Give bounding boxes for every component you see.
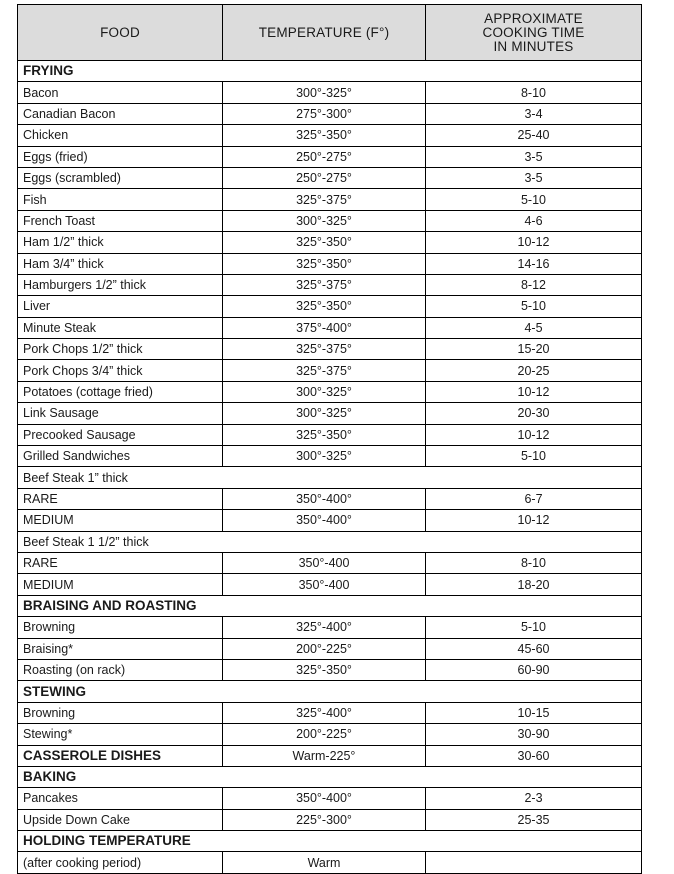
food-cell: (after cooking period) (18, 852, 223, 873)
table-row (18, 82, 642, 103)
food-cell: Precooked Sausage (18, 424, 223, 445)
food-cell: Link Sausage (18, 403, 223, 424)
cooking-time-cell: 5-10 (426, 296, 642, 317)
food-cell: CASSEROLE DISHES (18, 745, 223, 766)
food-cell: Liver (18, 296, 223, 317)
temperature-cell: 350°-400° (223, 510, 426, 531)
temperature-cell: Warm-225° (223, 745, 426, 766)
temperature-cell: 200°-225° (223, 724, 426, 745)
cooking-time-cell: 5-10 (426, 617, 642, 638)
table-row (18, 424, 642, 445)
food-cell: Browning (18, 617, 223, 638)
header-cooking-time (426, 5, 642, 61)
temperature-cell: 250°-275° (223, 167, 426, 188)
header-time-line: COOKING TIME (482, 24, 585, 40)
table-row (18, 232, 642, 253)
cooking-time-cell: 30-60 (426, 745, 642, 766)
food-cell: Upside Down Cake (18, 809, 223, 830)
temperature-cell: 300°-325° (223, 446, 426, 467)
temperature-cell: 350°-400° (223, 788, 426, 809)
temperature-cell: 200°-225° (223, 638, 426, 659)
cooking-time-cell: 10-12 (426, 510, 642, 531)
subheading-row (18, 467, 642, 488)
temperature-cell: 325°-375° (223, 189, 426, 210)
section-row (18, 766, 642, 787)
cooking-time-cell: 10-15 (426, 702, 642, 723)
temperature-cell: 325°-350° (223, 253, 426, 274)
temperature-cell: 275°-300° (223, 103, 426, 124)
table-row (18, 167, 642, 188)
table-row (18, 488, 642, 509)
table-row (18, 638, 642, 659)
temperature-cell: Warm (223, 852, 426, 873)
cooking-time-cell: 10-12 (426, 424, 642, 445)
temperature-cell: 325°-350° (223, 125, 426, 146)
temperature-cell: 300°-325° (223, 82, 426, 103)
section-heading: STEWING (18, 681, 642, 702)
section-row (18, 831, 642, 852)
temperature-cell: 325°-350° (223, 424, 426, 445)
cooking-time-cell: 30-90 (426, 724, 642, 745)
cooking-chart (17, 4, 641, 874)
cooking-time-cell: 15-20 (426, 339, 642, 360)
food-cell: Pork Chops 1/2” thick (18, 339, 223, 360)
food-cell: Chicken (18, 125, 223, 146)
temperature-cell: 250°-275° (223, 146, 426, 167)
food-cell: Braising* (18, 638, 223, 659)
food-cell: Eggs (scrambled) (18, 167, 223, 188)
table-row (18, 125, 642, 146)
cooking-time-cell: 45-60 (426, 638, 642, 659)
header-time-line: IN MINUTES (493, 38, 574, 54)
table-row (18, 103, 642, 124)
table-row (18, 403, 642, 424)
table-row (18, 317, 642, 338)
cooking-time-cell: 4-5 (426, 317, 642, 338)
cooking-time-cell: 5-10 (426, 446, 642, 467)
temperature-cell: 325°-400° (223, 702, 426, 723)
temperature-cell: 325°-350° (223, 296, 426, 317)
section-heading: HOLDING TEMPERATURE (18, 831, 642, 852)
food-cell: French Toast (18, 210, 223, 231)
cooking-time-cell: 10-12 (426, 232, 642, 253)
cooking-time-cell: 8-12 (426, 274, 642, 295)
food-cell: Pancakes (18, 788, 223, 809)
cooking-time-cell: 18-20 (426, 574, 642, 595)
cooking-time-cell: 5-10 (426, 189, 642, 210)
temperature-cell: 325°-350° (223, 232, 426, 253)
food-cell: Ham 1/2” thick (18, 232, 223, 253)
cooking-time-cell: 14-16 (426, 253, 642, 274)
food-cell: Potatoes (cottage fried) (18, 381, 223, 402)
cooking-time-cell (426, 852, 642, 873)
subheading-row (18, 531, 642, 552)
cooking-time-cell: 8-10 (426, 82, 642, 103)
table-row (18, 146, 642, 167)
cooking-time-cell: 4-6 (426, 210, 642, 231)
table-row (18, 296, 642, 317)
temperature-cell: 225°-300° (223, 809, 426, 830)
food-cell: Bacon (18, 82, 223, 103)
food-cell: Roasting (on rack) (18, 659, 223, 680)
temperature-cell: 350°-400 (223, 552, 426, 573)
food-cell: Minute Steak (18, 317, 223, 338)
food-cell: Ham 3/4” thick (18, 253, 223, 274)
section-row (18, 61, 642, 82)
food-cell: MEDIUM (18, 510, 223, 531)
food-cell: Hamburgers 1/2” thick (18, 274, 223, 295)
table-row (18, 253, 642, 274)
temperature-cell: 350°-400 (223, 574, 426, 595)
food-cell: RARE (18, 488, 223, 509)
food-cell: Pork Chops 3/4” thick (18, 360, 223, 381)
temperature-cell: 300°-325° (223, 381, 426, 402)
cooking-time-cell: 25-40 (426, 125, 642, 146)
header-temperature: TEMPERATURE (F°) (223, 5, 426, 61)
cooking-time-cell: 3-5 (426, 146, 642, 167)
table-row (18, 510, 642, 531)
cooking-time-cell: 25-35 (426, 809, 642, 830)
section-row (18, 595, 642, 616)
cooking-time-cell: 20-25 (426, 360, 642, 381)
temperature-cell: 375°-400° (223, 317, 426, 338)
food-cell: MEDIUM (18, 574, 223, 595)
table-row (18, 809, 642, 830)
cooking-time-cell: 10-12 (426, 381, 642, 402)
table-row (18, 381, 642, 402)
food-cell: RARE (18, 552, 223, 573)
food-cell: Fish (18, 189, 223, 210)
table-row (18, 702, 642, 723)
section-heading: BRAISING AND ROASTING (18, 595, 642, 616)
temperature-cell: 300°-325° (223, 210, 426, 231)
cooking-time-cell: 60-90 (426, 659, 642, 680)
cooking-time-cell: 2-3 (426, 788, 642, 809)
cooking-time-cell: 20-30 (426, 403, 642, 424)
table-row (18, 745, 642, 766)
section-heading: FRYING (18, 61, 642, 82)
table-row (18, 552, 642, 573)
temperature-cell: 350°-400° (223, 488, 426, 509)
table-row (18, 788, 642, 809)
header-time-line: APPROXIMATE (484, 10, 583, 26)
temperature-cell: 325°-400° (223, 617, 426, 638)
header-row (18, 5, 642, 61)
table-row (18, 617, 642, 638)
subheading-label: Beef Steak 1” thick (18, 467, 642, 488)
table-row (18, 189, 642, 210)
cooking-table (17, 4, 642, 874)
table-row (18, 339, 642, 360)
temperature-cell: 325°-375° (223, 360, 426, 381)
temperature-cell: 325°-375° (223, 339, 426, 360)
temperature-cell: 325°-375° (223, 274, 426, 295)
cooking-time-cell: 8-10 (426, 552, 642, 573)
temperature-cell: 300°-325° (223, 403, 426, 424)
table-row (18, 210, 642, 231)
table-row (18, 360, 642, 381)
food-cell: Grilled Sandwiches (18, 446, 223, 467)
food-cell: Browning (18, 702, 223, 723)
table-row (18, 446, 642, 467)
food-cell: Eggs (fried) (18, 146, 223, 167)
table-row (18, 852, 642, 873)
cooking-time-cell: 6-7 (426, 488, 642, 509)
subheading-label: Beef Steak 1 1/2” thick (18, 531, 642, 552)
table-row (18, 274, 642, 295)
food-cell: Canadian Bacon (18, 103, 223, 124)
section-heading: BAKING (18, 766, 642, 787)
table-body (18, 61, 642, 874)
cooking-time-cell: 3-5 (426, 167, 642, 188)
table-row (18, 724, 642, 745)
cooking-time-cell: 3-4 (426, 103, 642, 124)
table-row (18, 659, 642, 680)
table-row (18, 574, 642, 595)
section-row (18, 681, 642, 702)
header-food: FOOD (18, 5, 223, 61)
temperature-cell: 325°-350° (223, 659, 426, 680)
food-cell: Stewing* (18, 724, 223, 745)
